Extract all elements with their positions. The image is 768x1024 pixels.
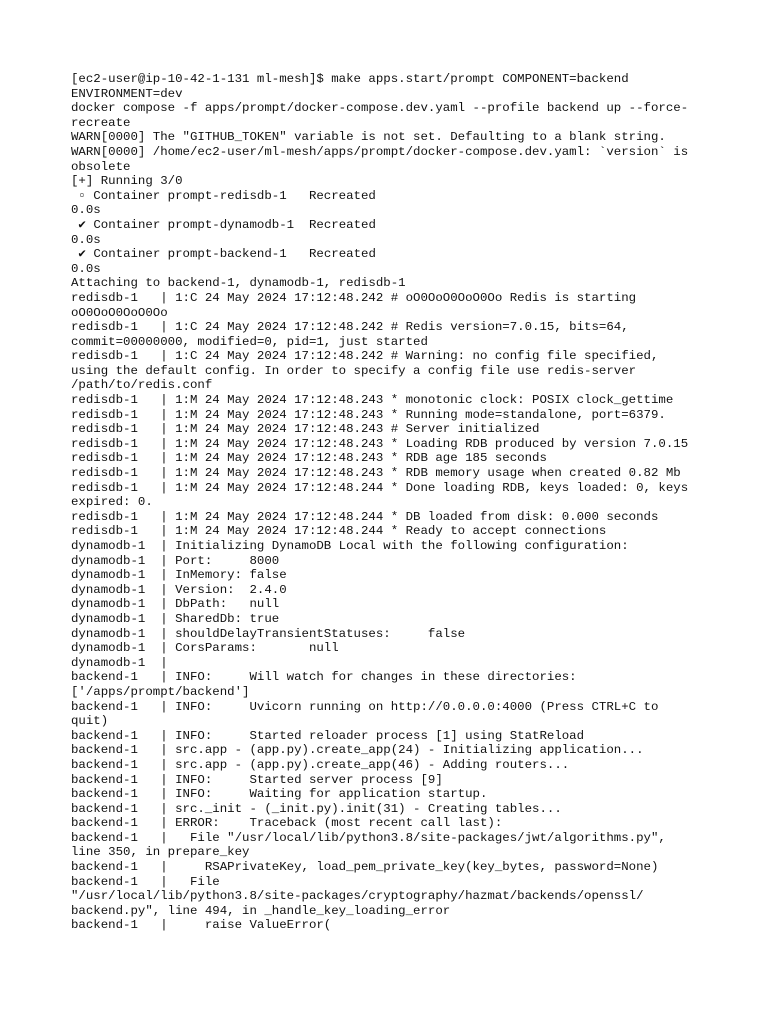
terminal-line: redisdb-1 | 1:M 24 May 2024 17:12:48.244 * DB loaded from disk: 0.000 seconds — [71, 509, 659, 524]
terminal-line: "/usr/local/lib/python3.8/site-packages/cryptography/hazmat/backends/openssl/ — [71, 889, 644, 904]
terminal-line: backend-1 | RSAPrivateKey, load_pem_private_key(key_bytes, password=None) — [71, 860, 659, 875]
terminal-line: quit) — [71, 714, 109, 729]
terminal-line: /path/to/redis.conf — [71, 378, 213, 393]
terminal-line: backend-1 | src.app - (app.py).create_app(24) - Initializing application... — [71, 743, 644, 758]
terminal-line: Attaching to backend-1, dynamodb-1, redisdb-1 — [71, 276, 406, 291]
terminal-line: backend-1 | INFO: Started reloader process [1] using StatReload — [71, 728, 585, 743]
terminal-line: redisdb-1 | 1:M 24 May 2024 17:12:48.244 * Done loading RDB, keys loaded: 0, keys — [71, 480, 689, 495]
terminal-line: backend-1 | raise ValueError( — [71, 918, 332, 933]
terminal-line: backend-1 | INFO: Uvicorn running on http://0.0.0.0:4000 (Press CTRL+C to — [71, 699, 659, 714]
terminal-line: redisdb-1 | 1:C 24 May 2024 17:12:48.242 # Redis version=7.0.15, bits=64, — [71, 320, 629, 335]
terminal-line: redisdb-1 | 1:M 24 May 2024 17:12:48.243 * RDB age 185 seconds — [71, 451, 547, 466]
terminal-line: redisdb-1 | 1:M 24 May 2024 17:12:48.243 * Loading RDB produced by version 7.0.15 — [71, 436, 689, 451]
terminal-line: backend-1 | INFO: Will watch for changes in these directories: — [71, 670, 577, 685]
terminal-line: backend-1 | src._init - (_init.py).init(31) - Creating tables... — [71, 801, 562, 816]
terminal-line: backend.py", line 494, in _handle_key_loading_error — [71, 903, 451, 918]
terminal-line: docker compose -f apps/prompt/docker-compose.dev.yaml --profile backend up --force- — [71, 101, 689, 116]
terminal-line: 0.0s — [71, 203, 101, 218]
terminal-line: 0.0s — [71, 232, 101, 247]
terminal-line: redisdb-1 | 1:C 24 May 2024 17:12:48.242 # oO0OoO0OoO0Oo Redis is starting — [71, 290, 637, 305]
terminal-line: backend-1 | ERROR: Traceback (most recent call last): — [71, 816, 503, 831]
terminal-line: backend-1 | File "/usr/local/lib/python3.8/site-packages/jwt/algorithms.py", — [71, 830, 666, 845]
terminal-line: [+] Running 3/0 — [71, 174, 183, 189]
terminal-line: redisdb-1 | 1:C 24 May 2024 17:12:48.242 # Warning: no config file specified, — [71, 349, 659, 364]
terminal-line: ▫ Container prompt-redisdb-1 Recreated — [71, 188, 376, 203]
terminal-line: backend-1 | INFO: Waiting for application startup. — [71, 787, 488, 802]
terminal-line: [ec2-user@ip-10-42-1-131 ml-mesh]$ make apps.start/prompt COMPONENT=backend — [71, 72, 629, 86]
terminal-line: redisdb-1 | 1:M 24 May 2024 17:12:48.243 * Running mode=standalone, port=6379. — [71, 407, 666, 422]
terminal-line: dynamodb-1 | — [71, 655, 168, 670]
terminal-line: recreate — [71, 115, 131, 130]
terminal-line: dynamodb-1 | shouldDelayTransientStatuses: false — [71, 626, 466, 641]
terminal-line: WARN[0000] /home/ec2-user/ml-mesh/apps/prompt/docker-compose.dev.yaml: `version` is — [71, 144, 689, 159]
terminal-line: redisdb-1 | 1:M 24 May 2024 17:12:48.243 * RDB memory usage when created 0.82 Mb — [71, 466, 681, 481]
terminal-line: ENVIRONMENT=dev — [71, 86, 183, 101]
terminal-line: backend-1 | src.app - (app.py).create_app(46) - Adding routers... — [71, 757, 570, 772]
terminal-line: dynamodb-1 | CorsParams: null — [71, 641, 339, 656]
terminal-line: dynamodb-1 | Port: 8000 — [71, 553, 280, 568]
terminal-line: WARN[0000] The "GITHUB_TOKEN" variable is not set. Defaulting to a blank string. — [71, 130, 666, 145]
terminal-line: redisdb-1 | 1:M 24 May 2024 17:12:48.243 # Server initialized — [71, 422, 540, 437]
terminal-line: dynamodb-1 | InMemory: false — [71, 568, 287, 583]
terminal-line: dynamodb-1 | SharedDb: true — [71, 611, 280, 626]
terminal-line: ✔ Container prompt-backend-1 Recreated — [71, 247, 376, 262]
terminal-line: dynamodb-1 | Initializing DynamoDB Local with the following configuration: — [71, 539, 629, 553]
terminal-line: ✔ Container prompt-dynamodb-1 Recreated — [71, 217, 376, 232]
terminal-line: using the default config. In order to specify a config file use redis-server — [71, 363, 637, 378]
terminal-line: obsolete — [71, 159, 131, 174]
terminal-line: oO0OoO0OoO0Oo — [71, 305, 168, 320]
terminal-line: expired: 0. — [71, 495, 153, 510]
terminal-line: line 350, in prepare_key — [71, 845, 250, 860]
terminal-line: redisdb-1 | 1:M 24 May 2024 17:12:48.243 * monotonic clock: POSIX clock_gettime — [71, 393, 674, 408]
terminal-line: commit=00000000, modified=0, pid=1, just started — [71, 334, 428, 349]
terminal-line: ['/apps/prompt/backend'] — [71, 684, 250, 699]
terminal-line: backend-1 | File — [71, 874, 220, 889]
terminal-line: dynamodb-1 | Version: 2.4.0 — [71, 582, 287, 597]
terminal-line: 0.0s — [71, 261, 101, 276]
terminal-line: redisdb-1 | 1:M 24 May 2024 17:12:48.244 * Ready to accept connections — [71, 524, 607, 539]
terminal-output — [71, 72, 711, 933]
terminal-line: dynamodb-1 | DbPath: null — [71, 597, 280, 612]
terminal-line: backend-1 | INFO: Started server process [9] — [71, 772, 443, 787]
